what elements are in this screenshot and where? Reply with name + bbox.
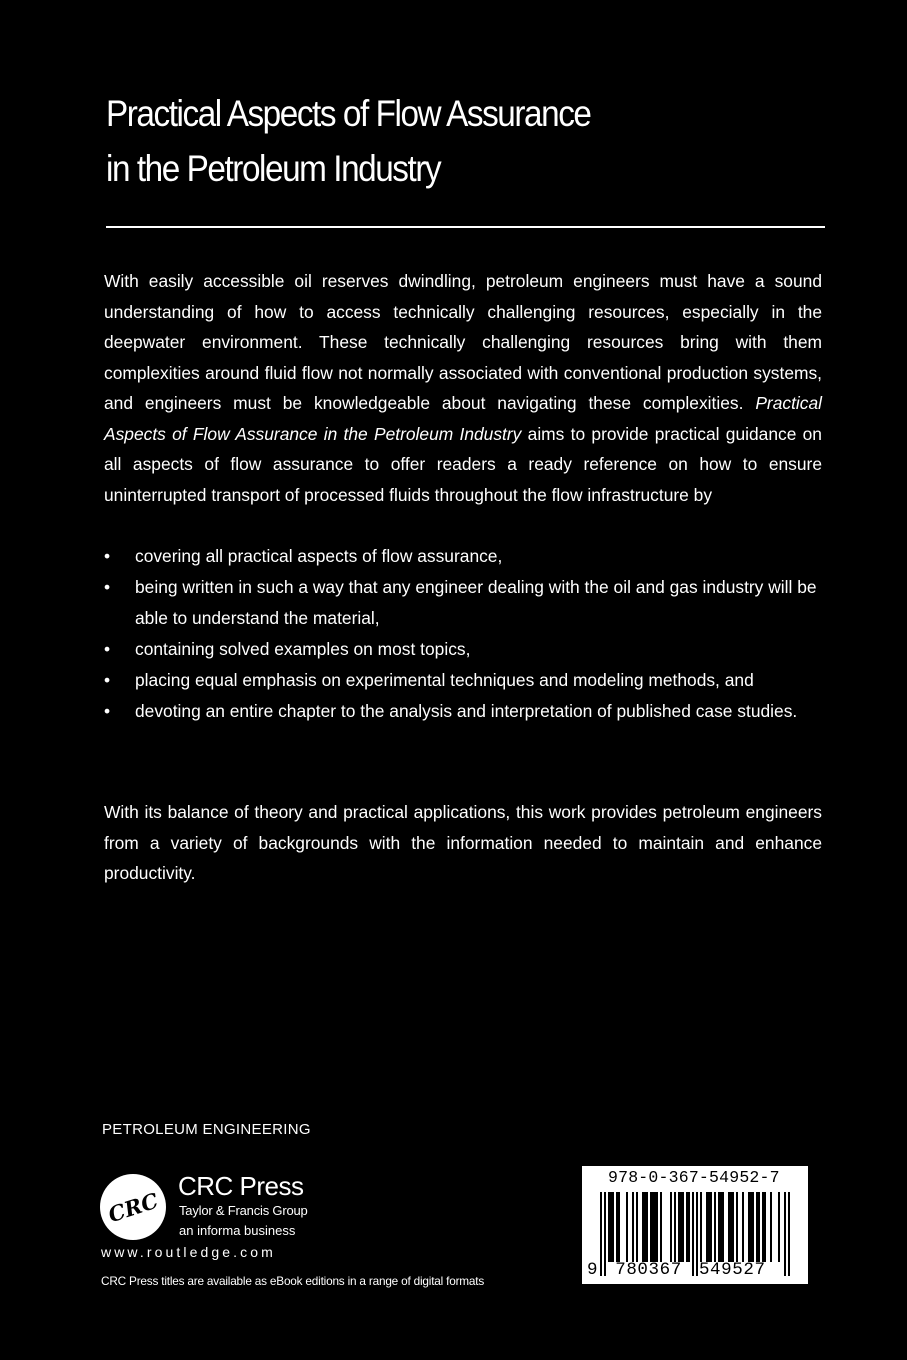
subject-category: PETROLEUM ENGINEERING	[102, 1121, 311, 1138]
bullet-icon: •	[104, 670, 111, 690]
barcode-bar	[626, 1192, 628, 1262]
barcode-bar	[632, 1192, 634, 1262]
barcode-bar	[618, 1192, 620, 1262]
barcode-bar	[714, 1192, 716, 1262]
isbn-label: 978-0-367-54952-7	[608, 1168, 780, 1187]
list-item-text: being written in such a way that any engineer dealing with the oil and gas industry will be able to understand the material,	[135, 577, 817, 628]
barcode-bar	[764, 1192, 766, 1262]
bullet-icon: •	[104, 577, 111, 597]
barcode-bar	[644, 1192, 646, 1262]
title-divider	[106, 226, 825, 228]
barcode-bar	[742, 1192, 744, 1262]
list-item	[104, 634, 824, 665]
list-item	[104, 541, 824, 572]
intro-paragraph	[104, 266, 822, 510]
barcode-bar	[736, 1192, 738, 1262]
bullet-icon: •	[104, 546, 111, 566]
barcode-bar	[650, 1192, 652, 1262]
barcode-bar	[708, 1192, 710, 1262]
barcode-bar	[678, 1192, 680, 1262]
publisher-informa: an informa business	[179, 1223, 296, 1238]
barcode-bar	[750, 1192, 752, 1262]
barcode-bar	[688, 1192, 690, 1262]
barcode-bar	[762, 1192, 764, 1262]
list-item	[104, 572, 824, 634]
list-item	[104, 665, 824, 696]
barcode-bar	[770, 1192, 772, 1262]
barcode-bar	[730, 1192, 732, 1262]
barcode-bar	[612, 1192, 614, 1262]
barcode-bar	[732, 1192, 734, 1262]
barcode-bar	[642, 1192, 644, 1262]
barcode-bar	[700, 1192, 702, 1262]
barcode-bar	[706, 1192, 708, 1262]
bullet-icon: •	[104, 701, 111, 721]
barcode-bar	[686, 1192, 688, 1262]
list-item-text: placing equal emphasis on experimental techniques and modeling methods, and	[135, 670, 754, 690]
barcode-bar	[660, 1192, 662, 1262]
barcode-bar	[652, 1192, 654, 1262]
bullet-icon: •	[104, 639, 111, 659]
barcode-bar	[720, 1192, 722, 1262]
book-title	[106, 86, 754, 196]
barcode-bar	[722, 1192, 724, 1262]
barcode-bar	[654, 1192, 656, 1262]
closing-paragraph: With its balance of theory and practical applications, this work provides petroleum engineers from a variety of backgrounds with the information needed to maintain and enhance productivity.	[104, 802, 822, 883]
publisher-group: Taylor & Francis Group	[179, 1203, 308, 1218]
barcode-bar	[610, 1192, 612, 1262]
barcode-bar	[636, 1192, 638, 1262]
book-title-italic: Practical Aspects of Flow Assurance in the Petroleum Industry	[104, 393, 822, 444]
intro-text: With easily accessible oil reserves dwindling, petroleum engineers must have a sound understanding of how to access technically challenging resources, especially in the deepwater environment. These technically challenging resources bring with them complexities around fluid flow not normally associated with conventional production systems, and engineers must be knowledgeable about navigating these complexities.	[104, 271, 822, 413]
book-title-line-1: Practical Aspects of Flow Assurance	[106, 93, 591, 134]
publisher-name: CRC Press	[178, 1171, 304, 1201]
barcode-bar	[728, 1192, 730, 1262]
barcode-bar	[608, 1192, 610, 1262]
barcode-bar	[778, 1192, 780, 1262]
barcode-bar	[674, 1192, 676, 1262]
crc-logo-icon	[100, 1174, 166, 1240]
barcode-bar	[616, 1192, 618, 1262]
crc-logo-text: CRC	[105, 1187, 162, 1228]
publisher-website: www.routledge.com	[101, 1244, 276, 1260]
aims-text: aims to provide practical guidance on all aspects of flow assurance to offer readers a ready reference on how to ensure uninterrupted transport of processed fluids throughout the flow infrastructure by	[104, 423, 822, 505]
barcode-bar	[680, 1192, 682, 1262]
ebook-note: CRC Press titles are available as eBook editions in a range of digital formats	[101, 1274, 485, 1288]
list-item-text: containing solved examples on most topics,	[135, 639, 471, 659]
list-item	[104, 696, 824, 727]
barcode-bar	[758, 1192, 760, 1262]
list-item-text: devoting an entire chapter to the analysis and interpretation of published case studies.	[135, 701, 798, 721]
barcode-bar	[710, 1192, 712, 1262]
barcode-digits	[587, 1260, 805, 1280]
book-title-line-2: in the Petroleum Industry	[106, 148, 441, 189]
barcode-first-digit: 9	[587, 1260, 599, 1280]
barcode-digits-right: 549527	[698, 1260, 766, 1280]
barcode-bar	[670, 1192, 672, 1262]
barcode-bar	[656, 1192, 658, 1262]
barcode-bar	[748, 1192, 750, 1262]
barcode-bar	[752, 1192, 754, 1262]
barcode-bar	[718, 1192, 720, 1262]
crc-logo-mark	[100, 1174, 166, 1240]
list-item-text: covering all practical aspects of flow assurance,	[135, 546, 503, 566]
barcode-bar	[756, 1192, 758, 1262]
barcode-bar	[646, 1192, 648, 1262]
barcode-digits-left: 780367	[615, 1260, 682, 1280]
barcode-bar	[682, 1192, 684, 1262]
feature-list	[104, 541, 824, 727]
